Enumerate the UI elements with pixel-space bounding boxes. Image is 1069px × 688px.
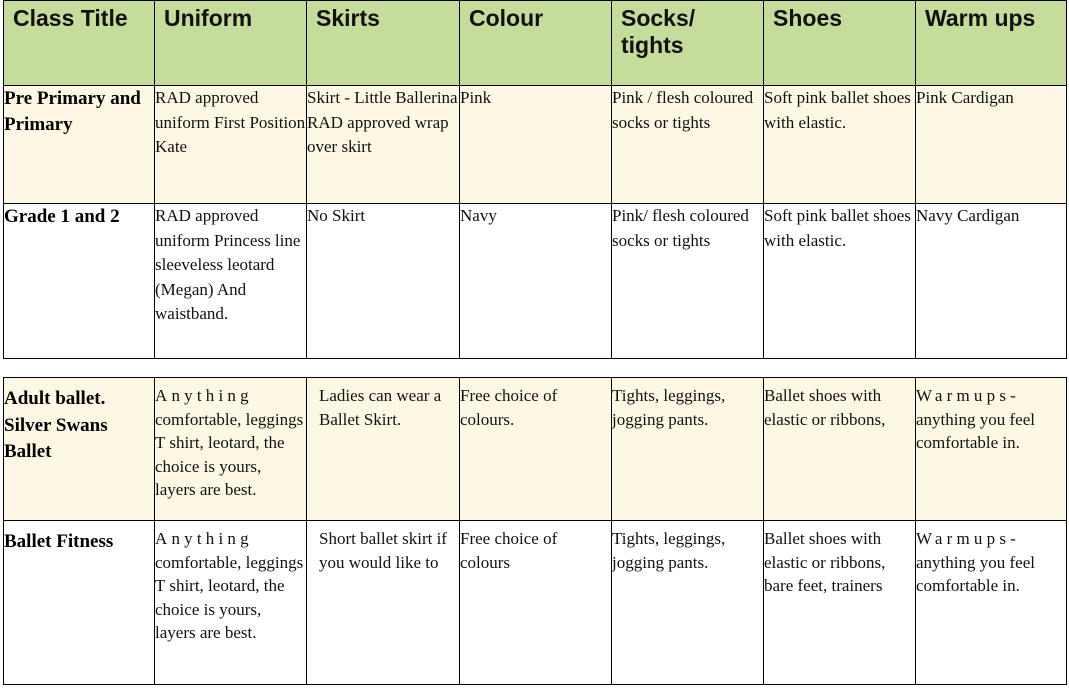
header-skirts: Skirts — [307, 1, 460, 86]
header-socks-tights: Socks/ tights — [612, 1, 764, 86]
uniform-cell: RAD approved uniform First Position Kate — [155, 86, 307, 204]
class-title-cell: Grade 1 and 2 — [4, 204, 155, 359]
table-row — [4, 378, 1067, 521]
shoes-cell: Ballet shoes with elastic or ribbons, bare feet, trainers — [764, 521, 916, 685]
uniform-cell — [155, 521, 307, 685]
colour-cell: Free choice of colours. — [460, 378, 612, 521]
uniform-cell — [155, 378, 307, 521]
table-row — [4, 204, 1067, 359]
uniform-first-word: Anything — [155, 529, 253, 548]
uniform-table-top — [3, 0, 1067, 359]
header-uniform: Uniform — [155, 1, 307, 86]
skirts-cell: Skirt - Little Ballerina RAD approved wrap over skirt — [307, 86, 460, 204]
socks-cell: Pink/ flesh coloured socks or tights — [612, 204, 764, 359]
header-colour: Colour — [460, 1, 612, 86]
warmups-first-word: Warmups- — [916, 529, 1020, 548]
uniform-cell: RAD approved uniform Princess line sleeveless leotard (Megan) And waistband. — [155, 204, 307, 359]
warmups-first-word: Warmups- — [916, 386, 1020, 405]
class-title-cell: Pre Primary and Primary — [4, 86, 155, 204]
skirts-cell: Short ballet skirt if you would like to — [307, 521, 460, 685]
warmups-cell — [916, 521, 1067, 685]
warmups-cell: Navy Cardigan — [916, 204, 1067, 359]
skirts-cell: Ladies can wear a Ballet Skirt. — [307, 378, 460, 521]
header-warm-ups: Warm ups — [916, 1, 1067, 86]
shoes-cell: Soft pink ballet shoes with elastic. — [764, 86, 916, 204]
uniform-text: comfortable, leggings T shirt, leotard, the choice is yours, layers are best. — [155, 409, 304, 499]
warmups-cell — [916, 378, 1067, 521]
header-class-title: Class Title — [4, 1, 155, 86]
colour-cell: Pink — [460, 86, 612, 204]
uniform-table-bottom — [3, 377, 1067, 685]
table-row — [4, 86, 1067, 204]
class-title-cell: Ballet Fitness — [4, 521, 155, 685]
socks-cell: Tights, leggings, jogging pants. — [612, 378, 764, 521]
colour-cell: Free choice of colours — [460, 521, 612, 685]
socks-cell: Pink / flesh coloured socks or tights — [612, 86, 764, 204]
socks-cell: Tights, leggings, jogging pants. — [612, 521, 764, 685]
class-title-cell: Adult ballet. Silver Swans Ballet — [4, 378, 155, 521]
shoes-cell: Ballet shoes with elastic or ribbons, — [764, 378, 916, 521]
shoes-cell: Soft pink ballet shoes with elastic. — [764, 204, 916, 359]
colour-cell: Navy — [460, 204, 612, 359]
header-shoes: Shoes — [764, 1, 916, 86]
skirts-cell: No Skirt — [307, 204, 460, 359]
uniform-text: comfortable, leggings T shirt, leotard, the choice is yours, layers are best. — [155, 552, 304, 642]
table-row — [4, 521, 1067, 685]
warmups-text: anything you feel comfortable in. — [916, 409, 1035, 452]
warmups-cell: Pink Cardigan — [916, 86, 1067, 204]
uniform-first-word: Anything — [155, 386, 253, 405]
warmups-text: anything you feel comfortable in. — [916, 552, 1035, 595]
header-row — [4, 1, 1067, 86]
